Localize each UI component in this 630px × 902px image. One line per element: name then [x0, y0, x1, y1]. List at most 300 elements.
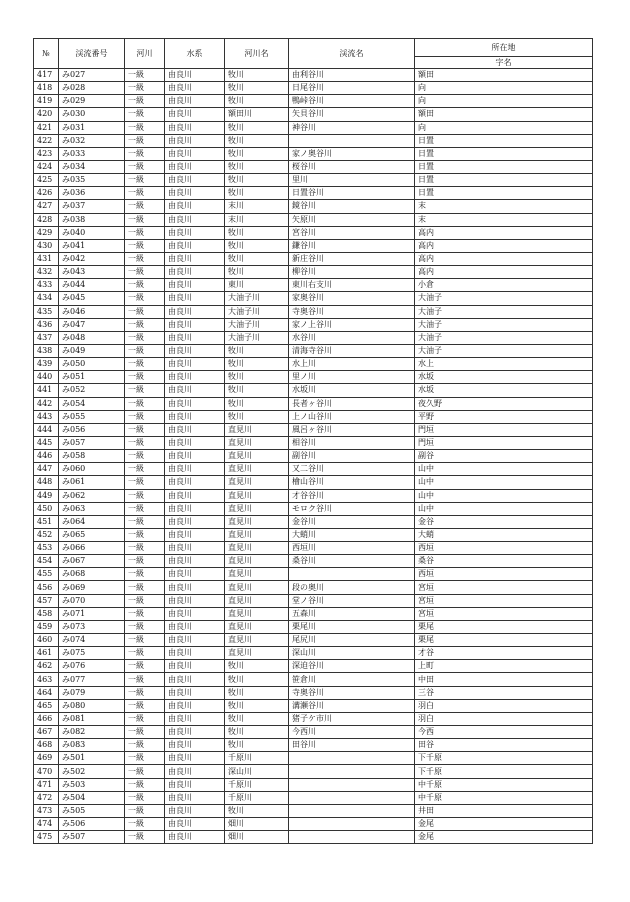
cell-no: 475	[34, 831, 59, 844]
cell-water-system: 由良川	[165, 791, 225, 804]
table-row	[34, 555, 593, 568]
cell-water-system: 由良川	[165, 765, 225, 778]
cell-river-class: 一級	[125, 673, 165, 686]
cell-stream-name	[289, 818, 415, 831]
cell-stream-name: 深山川	[289, 647, 415, 660]
table-row	[34, 778, 593, 791]
cell-river-class: 一級	[125, 371, 165, 384]
cell-aza: 日置	[415, 147, 593, 160]
cell-no: 463	[34, 673, 59, 686]
cell-river-name: 末川	[225, 213, 289, 226]
cell-aza: 田谷	[415, 739, 593, 752]
cell-no: 471	[34, 778, 59, 791]
cell-no: 470	[34, 765, 59, 778]
cell-water-system: 由良川	[165, 686, 225, 699]
cell-river-class: 一級	[125, 292, 165, 305]
cell-aza: 金尾	[415, 831, 593, 844]
cell-aza: 大油子	[415, 318, 593, 331]
cell-river-class: 一級	[125, 476, 165, 489]
cell-river-name: 牧川	[225, 371, 289, 384]
cell-water-system: 由良川	[165, 660, 225, 673]
cell-stream-no: み080	[59, 699, 125, 712]
cell-water-system: 由良川	[165, 818, 225, 831]
cell-water-system: 由良川	[165, 226, 225, 239]
cell-no: 422	[34, 134, 59, 147]
cell-aza: 副谷	[415, 450, 593, 463]
cell-no: 441	[34, 384, 59, 397]
cell-no: 451	[34, 515, 59, 528]
cell-stream-no: み056	[59, 423, 125, 436]
cell-no: 434	[34, 292, 59, 305]
cell-stream-name: 鎌谷川	[289, 239, 415, 252]
cell-river-class: 一級	[125, 804, 165, 817]
table-row	[34, 226, 593, 239]
cell-stream-name: 相谷川	[289, 436, 415, 449]
table-row	[34, 542, 593, 555]
cell-river-name: 牧川	[225, 358, 289, 371]
cell-water-system: 由良川	[165, 568, 225, 581]
cell-no: 426	[34, 187, 59, 200]
cell-stream-no: み507	[59, 831, 125, 844]
cell-stream-name: 副谷川	[289, 450, 415, 463]
cell-water-system: 由良川	[165, 279, 225, 292]
cell-river-class: 一級	[125, 108, 165, 121]
table-row	[34, 344, 593, 357]
cell-no: 442	[34, 397, 59, 410]
cell-stream-name: モロク谷川	[289, 502, 415, 515]
table-row	[34, 804, 593, 817]
cell-stream-no: み082	[59, 726, 125, 739]
cell-stream-no: み066	[59, 542, 125, 555]
cell-river-name: 大油子川	[225, 305, 289, 318]
cell-stream-no: み077	[59, 673, 125, 686]
cell-stream-no: み503	[59, 778, 125, 791]
table-row	[34, 594, 593, 607]
table-row	[34, 528, 593, 541]
cell-stream-no: み031	[59, 121, 125, 134]
cell-river-name: 畑川	[225, 818, 289, 831]
cell-stream-name: 鏡谷川	[289, 200, 415, 213]
table-row	[34, 200, 593, 213]
cell-no: 460	[34, 634, 59, 647]
table-row	[34, 476, 593, 489]
cell-stream-no: み074	[59, 634, 125, 647]
table-row	[34, 765, 593, 778]
cell-stream-name: 由利谷川	[289, 69, 415, 82]
cell-stream-name	[289, 765, 415, 778]
cell-aza: 西垣	[415, 568, 593, 581]
cell-stream-no: み043	[59, 266, 125, 279]
cell-no: 431	[34, 252, 59, 265]
cell-water-system: 由良川	[165, 134, 225, 147]
cell-river-class: 一級	[125, 436, 165, 449]
cell-stream-no: み054	[59, 397, 125, 410]
cell-stream-name: 日置谷川	[289, 187, 415, 200]
cell-river-name: 直見川	[225, 502, 289, 515]
cell-water-system: 由良川	[165, 555, 225, 568]
table-row	[34, 818, 593, 831]
cell-aza: 末	[415, 200, 593, 213]
table-row	[34, 620, 593, 633]
cell-water-system: 由良川	[165, 305, 225, 318]
cell-river-class: 一級	[125, 752, 165, 765]
cell-water-system: 由良川	[165, 147, 225, 160]
cell-aza: 日置	[415, 134, 593, 147]
cell-river-name: 直見川	[225, 436, 289, 449]
cell-stream-name: 深迫谷川	[289, 660, 415, 673]
cell-stream-name: 里川	[289, 174, 415, 187]
table-row	[34, 831, 593, 844]
cell-water-system: 由良川	[165, 174, 225, 187]
cell-no: 448	[34, 476, 59, 489]
cell-water-system: 由良川	[165, 542, 225, 555]
table-row	[34, 213, 593, 226]
cell-aza: 日置	[415, 187, 593, 200]
cell-no: 468	[34, 739, 59, 752]
cell-river-name: 畑川	[225, 831, 289, 844]
cell-river-name: 直見川	[225, 542, 289, 555]
cell-no: 465	[34, 699, 59, 712]
cell-stream-name	[289, 831, 415, 844]
cell-aza: 羽白	[415, 699, 593, 712]
cell-stream-no: み052	[59, 384, 125, 397]
cell-aza: 才谷	[415, 647, 593, 660]
cell-river-class: 一級	[125, 410, 165, 423]
cell-river-class: 一級	[125, 634, 165, 647]
cell-stream-name: 水上川	[289, 358, 415, 371]
cell-aza: 高内	[415, 226, 593, 239]
cell-aza: 向	[415, 121, 593, 134]
table-body	[34, 69, 593, 844]
cell-river-class: 一級	[125, 818, 165, 831]
cell-stream-name: 家ノ奥谷川	[289, 147, 415, 160]
table-row	[34, 739, 593, 752]
cell-aza: 日置	[415, 160, 593, 173]
cell-river-name: 大油子川	[225, 331, 289, 344]
cell-stream-name	[289, 568, 415, 581]
cell-aza: 額田	[415, 108, 593, 121]
cell-river-class: 一級	[125, 279, 165, 292]
stream-registry-table	[33, 38, 593, 844]
cell-no: 438	[34, 344, 59, 357]
cell-river-name: 直見川	[225, 634, 289, 647]
table-row	[34, 607, 593, 620]
cell-river-class: 一級	[125, 489, 165, 502]
cell-stream-no: み051	[59, 371, 125, 384]
cell-stream-no: み055	[59, 410, 125, 423]
cell-water-system: 由良川	[165, 95, 225, 108]
cell-stream-name: 日尾谷川	[289, 82, 415, 95]
cell-river-class: 一級	[125, 239, 165, 252]
cell-aza: 高内	[415, 239, 593, 252]
cell-aza: 夜久野	[415, 397, 593, 410]
table-row	[34, 279, 593, 292]
cell-aza: 栗尾	[415, 634, 593, 647]
table-row	[34, 489, 593, 502]
cell-water-system: 由良川	[165, 371, 225, 384]
cell-no: 423	[34, 147, 59, 160]
cell-river-class: 一級	[125, 266, 165, 279]
cell-stream-name: 才谷谷川	[289, 489, 415, 502]
cell-water-system: 由良川	[165, 515, 225, 528]
cell-no: 419	[34, 95, 59, 108]
cell-stream-no: み075	[59, 647, 125, 660]
cell-stream-name: 桑谷川	[289, 555, 415, 568]
cell-stream-name: 矢原川	[289, 213, 415, 226]
cell-river-name: 東川	[225, 279, 289, 292]
table-row	[34, 358, 593, 371]
table-row	[34, 384, 593, 397]
table-row	[34, 134, 593, 147]
cell-river-class: 一級	[125, 555, 165, 568]
cell-stream-no: み036	[59, 187, 125, 200]
table-row	[34, 581, 593, 594]
cell-no: 464	[34, 686, 59, 699]
cell-no: 437	[34, 331, 59, 344]
cell-stream-name: 家ノ上谷川	[289, 318, 415, 331]
cell-no: 455	[34, 568, 59, 581]
cell-stream-no: み032	[59, 134, 125, 147]
cell-river-name: 牧川	[225, 69, 289, 82]
header-location: 所在地	[415, 39, 593, 57]
cell-river-class: 一級	[125, 82, 165, 95]
cell-no: 421	[34, 121, 59, 134]
cell-no: 474	[34, 818, 59, 831]
cell-no: 457	[34, 594, 59, 607]
cell-river-name: 直見川	[225, 423, 289, 436]
cell-river-name: 直見川	[225, 476, 289, 489]
cell-river-class: 一級	[125, 160, 165, 173]
cell-no: 447	[34, 463, 59, 476]
cell-river-class: 一級	[125, 686, 165, 699]
cell-no: 427	[34, 200, 59, 213]
cell-no: 461	[34, 647, 59, 660]
cell-stream-name: 栗尾川	[289, 620, 415, 633]
cell-water-system: 由良川	[165, 200, 225, 213]
cell-stream-name: 矢貝谷川	[289, 108, 415, 121]
cell-no: 467	[34, 726, 59, 739]
table-row	[34, 397, 593, 410]
cell-no: 462	[34, 660, 59, 673]
cell-river-name: 牧川	[225, 686, 289, 699]
cell-river-class: 一級	[125, 594, 165, 607]
cell-aza: 井田	[415, 804, 593, 817]
cell-aza: 金谷	[415, 515, 593, 528]
cell-water-system: 由良川	[165, 121, 225, 134]
cell-river-class: 一級	[125, 226, 165, 239]
cell-water-system: 由良川	[165, 318, 225, 331]
cell-stream-name: 家奥谷川	[289, 292, 415, 305]
cell-river-class: 一級	[125, 450, 165, 463]
cell-stream-no: み030	[59, 108, 125, 121]
table-row	[34, 95, 593, 108]
header-river-name: 河川名	[225, 39, 289, 69]
cell-aza: 中田	[415, 673, 593, 686]
table-row	[34, 410, 593, 423]
cell-stream-name: 水坂川	[289, 384, 415, 397]
cell-river-name: 牧川	[225, 239, 289, 252]
cell-river-class: 一級	[125, 213, 165, 226]
table-row	[34, 752, 593, 765]
cell-aza: 水坂	[415, 371, 593, 384]
cell-water-system: 由良川	[165, 450, 225, 463]
cell-stream-no: み071	[59, 607, 125, 620]
cell-stream-no: み065	[59, 528, 125, 541]
cell-stream-no: み081	[59, 712, 125, 725]
cell-stream-no: み057	[59, 436, 125, 449]
cell-river-name: 牧川	[225, 739, 289, 752]
cell-river-name: 千原川	[225, 791, 289, 804]
cell-stream-no: み062	[59, 489, 125, 502]
cell-stream-name	[289, 134, 415, 147]
cell-stream-name: 金谷川	[289, 515, 415, 528]
cell-water-system: 由良川	[165, 82, 225, 95]
cell-aza: 山中	[415, 502, 593, 515]
cell-water-system: 由良川	[165, 331, 225, 344]
cell-stream-name: 田谷川	[289, 739, 415, 752]
table-header	[34, 39, 593, 69]
cell-aza: 宮垣	[415, 607, 593, 620]
cell-river-class: 一級	[125, 660, 165, 673]
cell-aza: 桑谷	[415, 555, 593, 568]
cell-stream-name	[289, 778, 415, 791]
cell-water-system: 由良川	[165, 69, 225, 82]
cell-river-class: 一級	[125, 739, 165, 752]
cell-aza: 向	[415, 82, 593, 95]
cell-river-name: 直見川	[225, 568, 289, 581]
header-aza: 字名	[415, 57, 593, 69]
cell-river-name: 牧川	[225, 266, 289, 279]
cell-no: 436	[34, 318, 59, 331]
cell-river-class: 一級	[125, 568, 165, 581]
cell-stream-no: み505	[59, 804, 125, 817]
cell-river-name: 末川	[225, 200, 289, 213]
cell-river-name: 額田川	[225, 108, 289, 121]
cell-aza: 羽白	[415, 712, 593, 725]
header-stream-name: 渓流名	[289, 39, 415, 69]
cell-water-system: 由良川	[165, 384, 225, 397]
cell-stream-name: 堂ノ谷川	[289, 594, 415, 607]
cell-aza: 西垣	[415, 542, 593, 555]
cell-aza: 末	[415, 213, 593, 226]
cell-aza: 栗尾	[415, 620, 593, 633]
cell-water-system: 由良川	[165, 410, 225, 423]
cell-no: 429	[34, 226, 59, 239]
cell-river-class: 一級	[125, 174, 165, 187]
cell-river-name: 牧川	[225, 134, 289, 147]
cell-stream-name: 大蛸川	[289, 528, 415, 541]
cell-stream-no: み061	[59, 476, 125, 489]
cell-no: 424	[34, 160, 59, 173]
cell-stream-name: 柳谷川	[289, 266, 415, 279]
cell-aza: 門垣	[415, 436, 593, 449]
cell-stream-name	[289, 804, 415, 817]
cell-river-name: 直見川	[225, 607, 289, 620]
table-row	[34, 371, 593, 384]
cell-no: 417	[34, 69, 59, 82]
cell-no: 435	[34, 305, 59, 318]
cell-stream-no: み068	[59, 568, 125, 581]
table-row	[34, 647, 593, 660]
table-row	[34, 305, 593, 318]
cell-stream-no: み070	[59, 594, 125, 607]
cell-river-class: 一級	[125, 542, 165, 555]
cell-river-name: 牧川	[225, 397, 289, 410]
cell-river-class: 一級	[125, 95, 165, 108]
cell-stream-no: み033	[59, 147, 125, 160]
cell-water-system: 由良川	[165, 358, 225, 371]
cell-aza: 高内	[415, 252, 593, 265]
cell-water-system: 由良川	[165, 778, 225, 791]
cell-river-class: 一級	[125, 344, 165, 357]
table-row	[34, 436, 593, 449]
cell-stream-name: 寺奥谷川	[289, 686, 415, 699]
cell-stream-no: み046	[59, 305, 125, 318]
table-row	[34, 712, 593, 725]
cell-no: 472	[34, 791, 59, 804]
cell-no: 450	[34, 502, 59, 515]
cell-stream-no: み067	[59, 555, 125, 568]
header-stream-no: 渓流番号	[59, 39, 125, 69]
cell-stream-name: 尾尻川	[289, 634, 415, 647]
cell-no: 458	[34, 607, 59, 620]
cell-stream-no: み042	[59, 252, 125, 265]
cell-water-system: 由良川	[165, 266, 225, 279]
cell-water-system: 由良川	[165, 423, 225, 436]
cell-river-class: 一級	[125, 620, 165, 633]
table-row	[34, 450, 593, 463]
cell-stream-name: 桜谷川	[289, 160, 415, 173]
cell-stream-no: み041	[59, 239, 125, 252]
table-row	[34, 791, 593, 804]
cell-aza: 日置	[415, 174, 593, 187]
cell-water-system: 由良川	[165, 647, 225, 660]
cell-stream-name: 猪子ケ市川	[289, 712, 415, 725]
cell-water-system: 由良川	[165, 673, 225, 686]
cell-river-class: 一級	[125, 318, 165, 331]
table-row	[34, 568, 593, 581]
cell-stream-name: 五森川	[289, 607, 415, 620]
cell-river-name: 牧川	[225, 174, 289, 187]
cell-river-class: 一級	[125, 384, 165, 397]
table-row	[34, 673, 593, 686]
cell-river-name: 直見川	[225, 594, 289, 607]
cell-river-class: 一級	[125, 423, 165, 436]
cell-stream-name: 清海寺谷川	[289, 344, 415, 357]
cell-aza: 下千原	[415, 765, 593, 778]
cell-water-system: 由良川	[165, 804, 225, 817]
table-row	[34, 515, 593, 528]
cell-stream-no: み504	[59, 791, 125, 804]
cell-water-system: 由良川	[165, 160, 225, 173]
cell-no: 449	[34, 489, 59, 502]
table-row	[34, 108, 593, 121]
cell-river-class: 一級	[125, 528, 165, 541]
cell-river-class: 一級	[125, 778, 165, 791]
cell-stream-name: 新庄谷川	[289, 252, 415, 265]
cell-river-class: 一級	[125, 358, 165, 371]
cell-river-name: 牧川	[225, 344, 289, 357]
cell-river-name: 牧川	[225, 410, 289, 423]
cell-no: 418	[34, 82, 59, 95]
cell-aza: 宮垣	[415, 594, 593, 607]
cell-river-name: 直見川	[225, 581, 289, 594]
cell-river-name: 直見川	[225, 555, 289, 568]
cell-river-class: 一級	[125, 134, 165, 147]
table-row	[34, 660, 593, 673]
table-row	[34, 82, 593, 95]
cell-water-system: 由良川	[165, 831, 225, 844]
